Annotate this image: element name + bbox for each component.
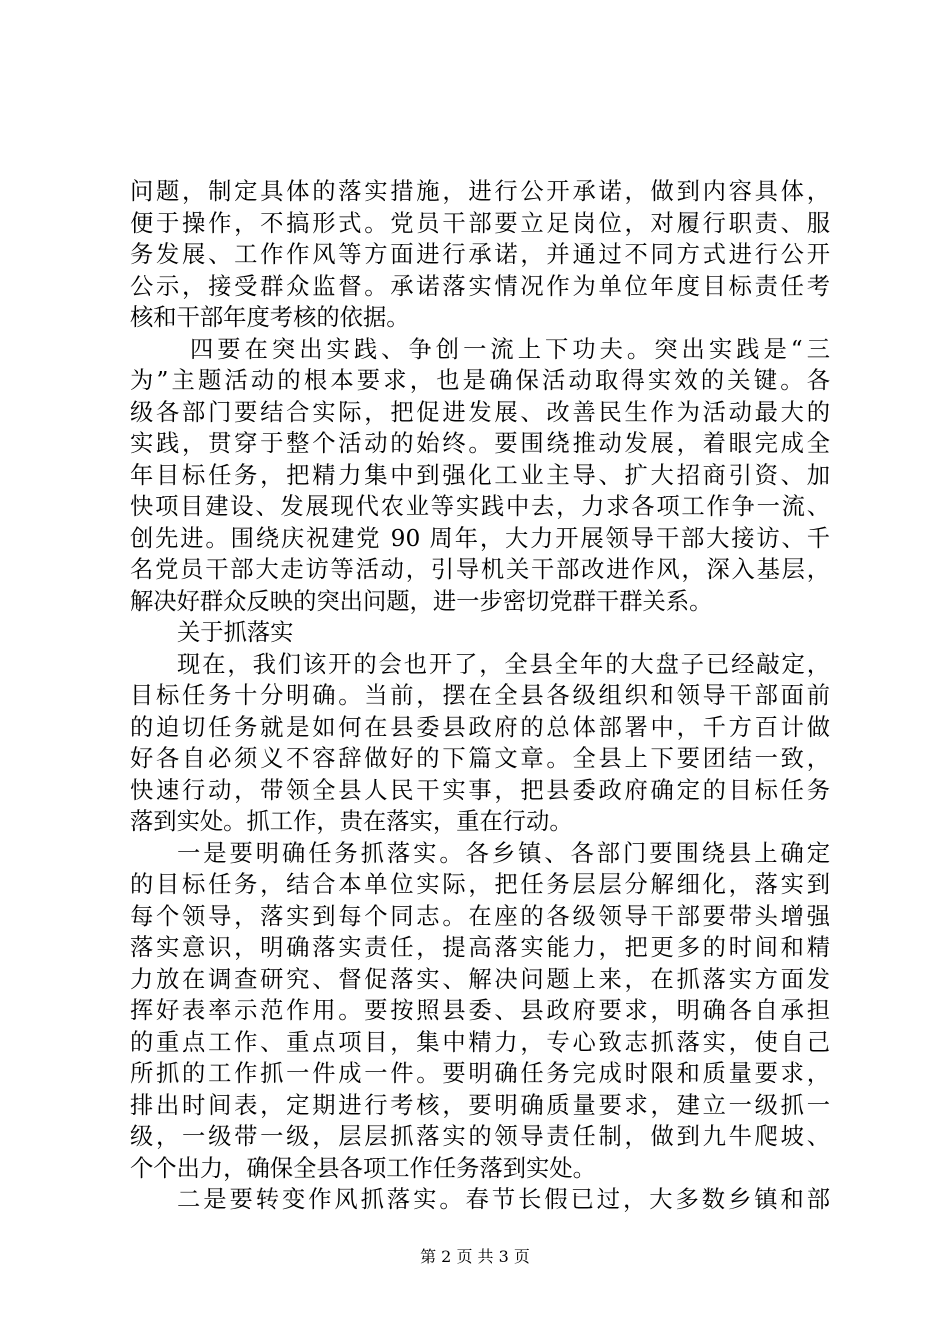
text-line: 快项目建设、发展现代农业等实践中去，力求各项工作争一流、 — [130, 493, 830, 520]
text-line: 每个领导，落实到每个同志。在座的各级领导干部要带头增强 — [130, 902, 830, 930]
text-line: 四要在突出实践、争创一流上下功夫。突出实践是“三 — [190, 335, 830, 363]
text-line: 二是要转变作风抓落实。春节长假已过，大多数乡镇和部 — [177, 1186, 830, 1213]
text-line: 级，一级带一级，层层抓落实的领导责任制，做到九牛爬坡、 — [130, 1123, 830, 1150]
text-line: 问题，制定具体的落实措施，进行公开承诺，做到内容具体， — [130, 178, 830, 205]
text-line: 落到实处。抓工作，贵在落实，重在行动。 — [130, 808, 573, 835]
text-line: 现在，我们该开的会也开了，全县全年的大盘子已经敲定， — [177, 650, 830, 678]
text-line: 年目标任务，把精力集中到强化工业主导、扩大招商引资、加 — [130, 461, 830, 489]
text-line: 好各自必须义不容辞做好的下篇文章。全县上下要团结一致， — [130, 745, 830, 772]
text-line: 挥好表率示范作用。要按照县委、县政府要求，明确各自承担 — [130, 997, 830, 1024]
text-line: 落实意识，明确落实责任，提高落实能力，把更多的时间和精 — [130, 934, 830, 961]
body-text — [130, 176, 830, 1216]
text-line: 关于抓落实 — [177, 619, 294, 646]
page-footer: 第 2 页 共 3 页 — [420, 1247, 530, 1266]
text-line: 个个出力，确保全县各项工作任务落到实处。 — [130, 1154, 596, 1182]
text-line: 的重点工作、重点项目，集中精力，专心致志抓落实，使自己 — [130, 1028, 830, 1056]
text-line: 名党员干部大走访等活动，引导机关干部改进作风，深入基层， — [130, 556, 830, 583]
text-line: 务发展、工作作风等方面进行承诺，并通过不同方式进行公开 — [130, 241, 830, 268]
text-line: 便于操作，不搞形式。党员干部要立足岗位，对履行职责、服 — [130, 209, 830, 237]
text-line: 为”主题活动的根本要求，也是确保活动取得实效的关键。各 — [130, 367, 830, 394]
text-line: 的目标任务，结合本单位实际，把任务层层分解细化，落实到 — [130, 871, 830, 898]
text-line: 核和干部年度考核的依据。 — [130, 304, 410, 331]
text-line: 解决好群众反映的突出问题，进一步密切党群干群关系。 — [130, 587, 713, 615]
text-line: 快速行动，带领全县人民干实事，把县委政府确定的目标任务 — [130, 776, 830, 804]
text-line: 的迫切任务就是如何在县委县政府的总体部署中，千方百计做 — [130, 713, 830, 741]
text-line: 排出时间表，定期进行考核，要明确质量要求，建立一级抓一 — [130, 1091, 830, 1119]
text-line: 创先进。围绕庆祝建党 90 周年，大力开展领导干部大接访、千 — [130, 524, 830, 552]
text-line: 所抓的工作抓一件成一件。要明确任务完成时限和质量要求， — [130, 1060, 830, 1087]
text-line: 级各部门要结合实际，把促进发展、改善民生作为活动最大的 — [130, 398, 830, 426]
text-line: 目标任务十分明确。当前，摆在全县各级组织和领导干部面前 — [130, 682, 830, 709]
text-line: 实践，贯穿于整个活动的始终。要围绕推动发展，着眼完成全 — [130, 430, 830, 457]
text-line: 公示，接受群众监督。承诺落实情况作为单位年度目标责任考 — [130, 272, 830, 300]
text-line: 力放在调查研究、督促落实、解决问题上来，在抓落实方面发 — [130, 965, 830, 993]
text-line: 一是要明确任务抓落实。各乡镇、各部门要围绕县上确定 — [177, 839, 830, 867]
